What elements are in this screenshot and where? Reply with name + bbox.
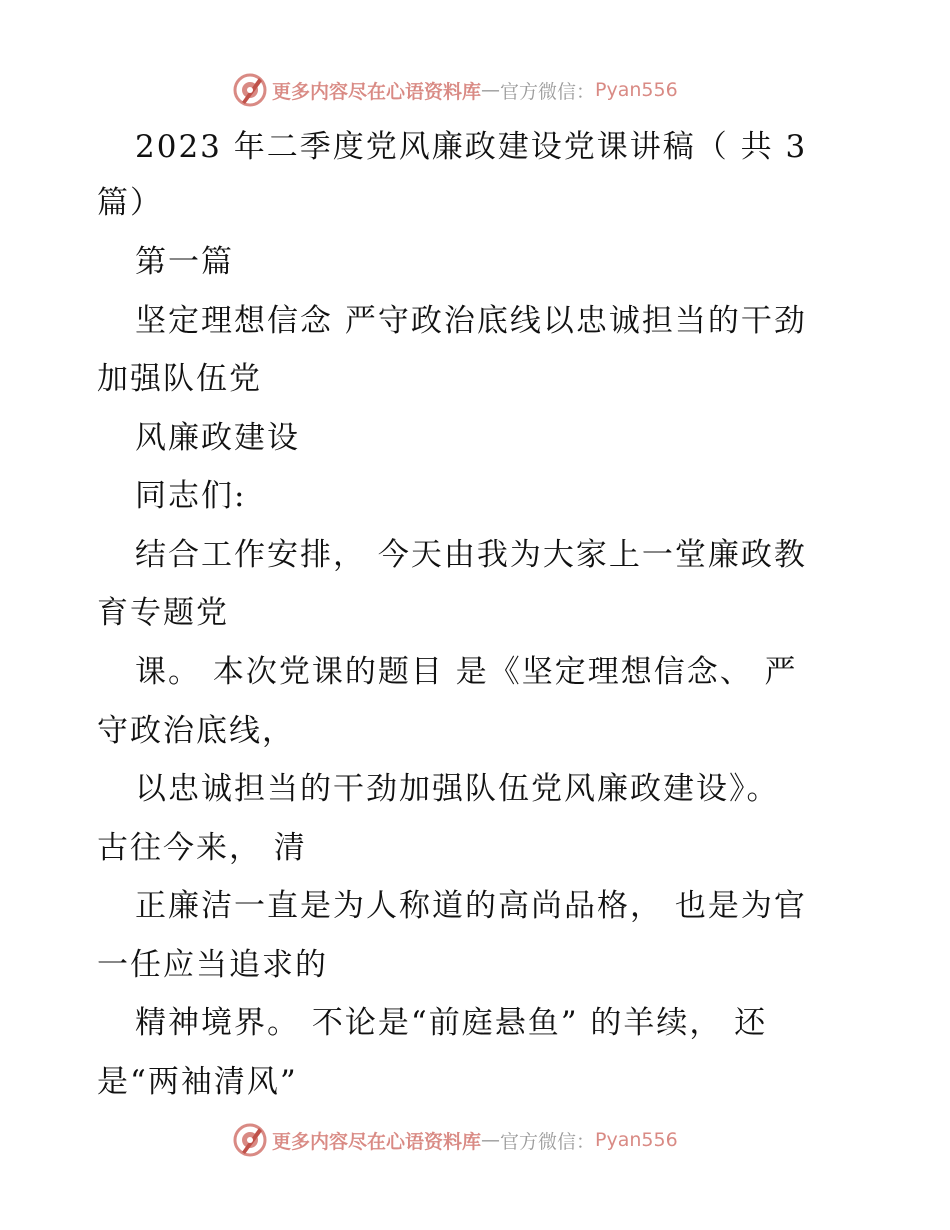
paragraph-line: 风廉政建设 — [135, 420, 300, 456]
paragraph-line: 古往今来， 清 — [97, 830, 307, 866]
watermark-main: 更多内容尽在心语资料库 — [272, 80, 482, 103]
paragraph-line: 是“两袖清风” — [97, 1064, 298, 1100]
paragraph-line: 结合工作安排， 今天由我为大家上一堂廉政教 — [135, 537, 807, 573]
watermark-id: Pyan556 — [595, 1129, 678, 1151]
paragraph-line: 以忠诚担当的干劲加强队伍党风廉政建设》。 — [135, 771, 780, 807]
paragraph-line: 坚定理想信念 严守政治底线以忠诚担当的干劲 — [135, 303, 807, 339]
watermark-text — [272, 1127, 678, 1154]
title-line-2: 篇） — [97, 185, 163, 221]
watermark-dash: — — [481, 1129, 501, 1151]
title-line-1: 2023 年二季度党风廉政建设党课讲稿（ 共 3 — [135, 129, 808, 165]
paragraph-line: 正廉洁一直是为人称道的高尚品格， 也是为官 — [135, 888, 807, 924]
paragraph-line: 守政治底线， — [97, 713, 295, 749]
paragraph-line: 育专题党 — [97, 595, 229, 631]
watermark-text — [272, 77, 678, 104]
paragraph-line: 一任应当追求的 — [97, 947, 328, 983]
paragraph-line: 加强队伍党 — [97, 361, 262, 397]
header-watermark — [232, 70, 732, 110]
paragraph-line: 课。 本次党课的题目 是《坚定理想信念、 严 — [135, 654, 798, 690]
paragraph-line: 精神境界。 不论是“前庭悬鱼” 的羊续， 还 — [135, 1005, 768, 1041]
footer-watermark — [232, 1120, 732, 1160]
watermark-dash: — — [481, 79, 501, 101]
pen-logo-icon — [232, 1122, 268, 1158]
watermark-id: Pyan556 — [595, 79, 678, 101]
watermark-main: 更多内容尽在心语资料库 — [272, 1130, 482, 1153]
watermark-label: 官方微信： — [500, 1130, 596, 1153]
pen-logo-icon — [232, 72, 268, 108]
section-heading: 第一篇 — [135, 244, 234, 280]
salutation: 同志们: — [135, 478, 247, 514]
watermark-label: 官方微信： — [500, 80, 596, 103]
